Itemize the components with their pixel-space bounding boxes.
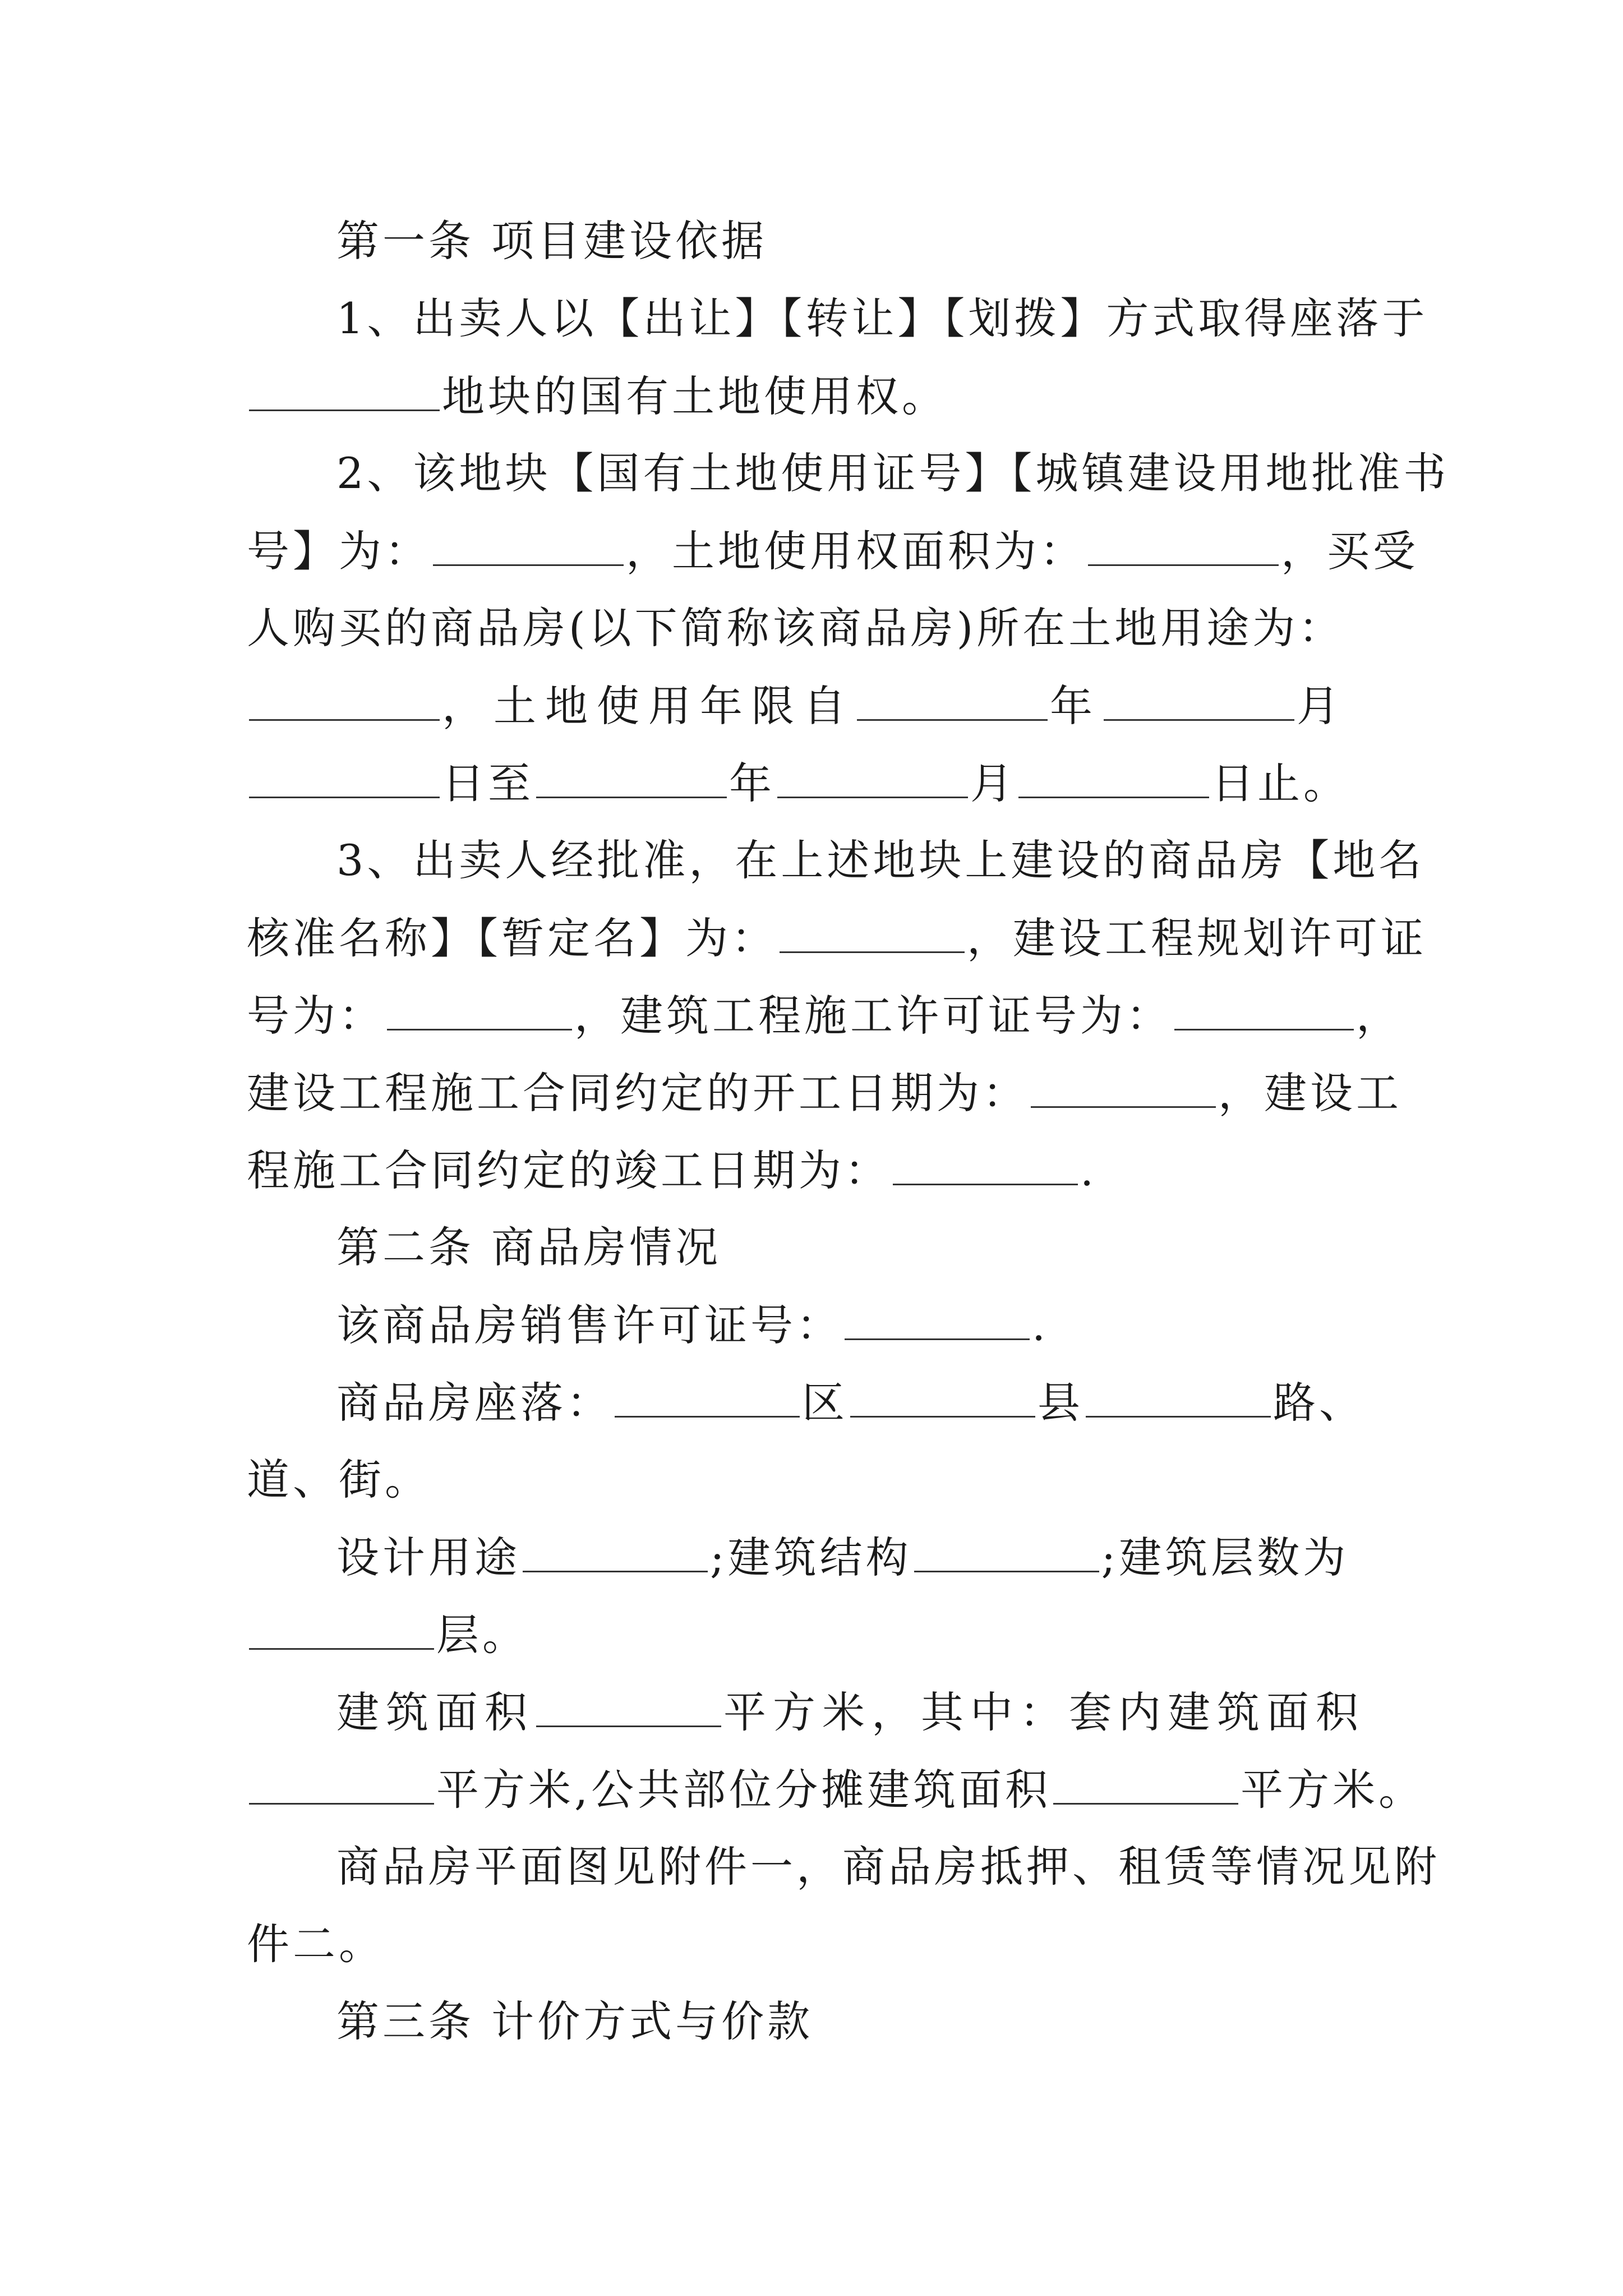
- article-3-title-text: 第三条 计价方式与价款: [336, 1996, 814, 2046]
- fill-in-blank: [536, 762, 727, 798]
- article-1-title-text: 第一条 项目建设依据: [336, 216, 768, 266]
- clause-text: 建设工程施工合同约定的开工日期为：: [247, 1068, 1029, 1118]
- fill-in-blank: [1088, 530, 1279, 566]
- clause-text: .: [1032, 1300, 1049, 1350]
- clause-text: 路、: [1273, 1378, 1365, 1428]
- fill-in-blank: [536, 1691, 721, 1727]
- clause-text: 年: [1050, 681, 1101, 731]
- fill-in-blank: [1018, 762, 1209, 798]
- clause-text: 平方米。: [1241, 1765, 1425, 1815]
- article-1-clause-2-line-3: [247, 603, 1345, 653]
- article-1-clause-1-line-2: [247, 371, 948, 421]
- fill-in-blank: [1174, 994, 1354, 1030]
- clause-text: 道、街。: [247, 1455, 431, 1504]
- clause-text: 号为：: [247, 991, 385, 1041]
- fill-in-blank: [1031, 1071, 1216, 1108]
- fill-in-blank: [845, 1304, 1030, 1340]
- clause-text: 建筑面积: [336, 1687, 534, 1737]
- clause-text: 平方米，其中：套内建筑面积: [723, 1687, 1365, 1737]
- fill-in-blank: [1086, 1381, 1271, 1418]
- clause-text: 3、出卖人经批准，在上述地块上建设的商品房【地名: [336, 835, 1425, 885]
- fill-in-blank: [1053, 1768, 1238, 1805]
- clause-text: 该商品房销售许可证号：: [336, 1300, 842, 1350]
- clause-text: 1、出卖人以【出让】【转让】【划拨】方式取得座落于: [336, 293, 1428, 343]
- fill-in-blank: [249, 375, 440, 411]
- clause-text: 日止。: [1211, 758, 1349, 808]
- fill-in-blank: [1104, 684, 1294, 721]
- fill-in-blank: [249, 1768, 434, 1805]
- fill-in-blank: [249, 762, 440, 798]
- clause-text: 人购买的商品房(以下简称该商品房)所在土地用途为：: [247, 603, 1345, 653]
- article-1-clause-3-line-3: [247, 991, 1402, 1041]
- clause-text: 号】为：: [247, 526, 431, 576]
- article-2-line-6: [336, 1687, 1365, 1737]
- fill-in-blank: [523, 1536, 708, 1572]
- fill-in-blank: [780, 917, 965, 953]
- article-2-line-4: [336, 1533, 1349, 1582]
- article-1-clause-2-line-1: [336, 448, 1450, 498]
- fill-in-blank: [914, 1536, 1099, 1572]
- clause-text: ;建筑结构: [710, 1533, 912, 1582]
- clause-text: .: [1080, 1145, 1098, 1195]
- clause-text: 日至: [442, 758, 534, 808]
- clause-text: 程施工合同约定的竣工日期为：: [247, 1145, 891, 1195]
- clause-text: 地块的国有土地使用权。: [442, 371, 948, 421]
- article-1-clause-3-line-1: [336, 835, 1425, 885]
- article-2-line-8: [336, 1842, 1440, 1892]
- article-1-clause-3-line-4: [247, 1068, 1402, 1118]
- article-1-clause-2-line-5: [247, 758, 1349, 808]
- fill-in-blank: [433, 530, 624, 566]
- fill-in-blank: [893, 1149, 1078, 1185]
- article-1-clause-3-line-5: [247, 1145, 1098, 1195]
- clause-text: 月: [1297, 681, 1348, 731]
- article-2-line-1: [336, 1300, 1049, 1350]
- article-2-line-7: [247, 1765, 1425, 1815]
- fill-in-blank: [857, 684, 1048, 721]
- fill-in-blank: [387, 994, 572, 1030]
- clause-text: 2、该地块【国有土地使用证号】【城镇建设用地批准书: [336, 448, 1450, 498]
- clause-text: 层。: [436, 1610, 528, 1660]
- article-2-title: [336, 1222, 722, 1272]
- clause-text: ，土地使用权面积为：: [626, 526, 1086, 576]
- fill-in-blank: [249, 1613, 434, 1650]
- clause-text: ，建设工: [1218, 1068, 1402, 1118]
- article-2-line-2: [336, 1378, 1365, 1428]
- clause-text: 区: [802, 1378, 848, 1428]
- clause-text: 商品房平面图见附件一，商品房抵押、租赁等情况见附: [336, 1842, 1440, 1892]
- article-2-title-text: 第二条 商品房情况: [336, 1222, 722, 1272]
- clause-text: ;建筑层数为: [1101, 1533, 1349, 1582]
- clause-text: 设计用途: [336, 1533, 520, 1582]
- clause-text: ，土地使用年限自: [442, 681, 855, 731]
- clause-text: ，买受: [1281, 526, 1419, 576]
- clause-text: 件二。: [247, 1919, 385, 1969]
- article-2-line-3: [247, 1455, 431, 1504]
- article-1-clause-2-line-2: [247, 526, 1419, 576]
- clause-text: ，: [1356, 991, 1402, 1041]
- article-1-title: [336, 216, 768, 266]
- fill-in-blank: [249, 684, 440, 721]
- article-1-clause-3-line-2: [247, 913, 1427, 963]
- clause-text: 核准名称】【暂定名】为：: [247, 913, 777, 963]
- clause-text: 县: [1038, 1378, 1083, 1428]
- article-2-line-5: [247, 1610, 528, 1660]
- clause-text: 商品房座落：: [336, 1378, 612, 1428]
- fill-in-blank: [777, 762, 968, 798]
- article-3-title: [336, 1996, 814, 2046]
- article-1-clause-2-line-4: [247, 681, 1348, 731]
- fill-in-blank: [850, 1381, 1035, 1418]
- article-1-clause-1-line-1: [336, 293, 1428, 343]
- clause-text: ，建筑工程施工许可证号为：: [574, 991, 1172, 1041]
- article-2-line-9: [247, 1919, 385, 1969]
- clause-text: 月: [970, 758, 1016, 808]
- fill-in-blank: [615, 1381, 800, 1418]
- clause-text: ，建设工程规划许可证: [967, 913, 1427, 963]
- clause-text: 年: [729, 758, 775, 808]
- clause-text: 平方米,公共部位分摊建筑面积: [436, 1765, 1052, 1815]
